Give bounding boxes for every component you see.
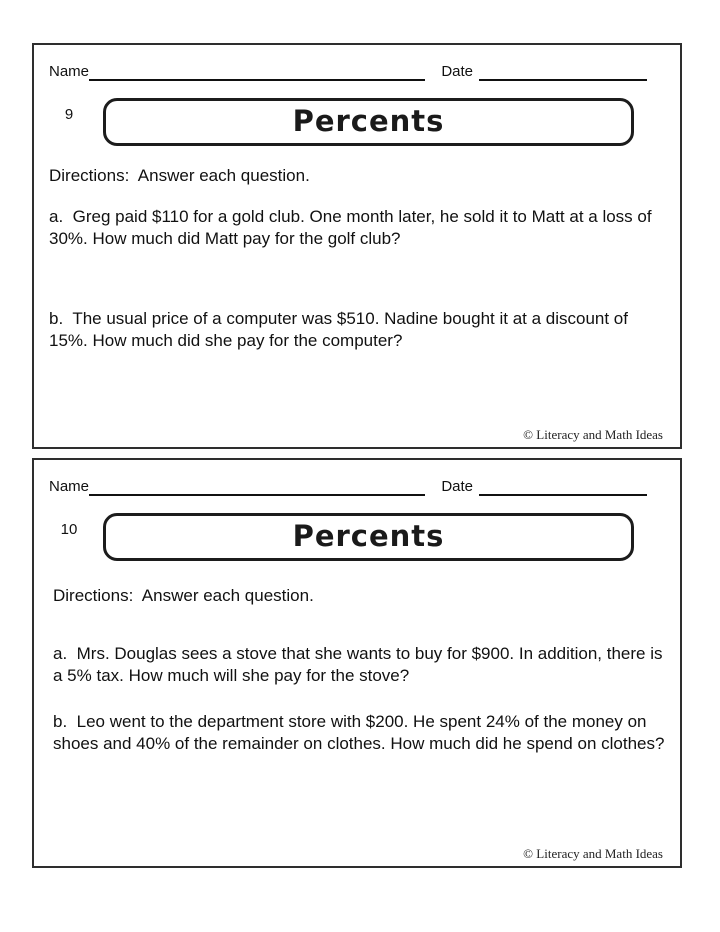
worksheet-title: Percents: [292, 518, 445, 553]
date-blank-line: [479, 478, 647, 496]
directions-text: Directions: Answer each question.: [49, 166, 310, 185]
name-date-row: [49, 478, 665, 496]
problem-b: b. Leo went to the department store with $200. He spent 24% of the money on shoes and 40% of the remainder on clothes. How much did he spend on clothes?: [53, 712, 665, 753]
name-label: Name: [49, 478, 90, 495]
worksheet-card-9: [32, 43, 682, 449]
worksheet-number: 10: [60, 521, 78, 538]
worksheet-header: [49, 513, 665, 561]
title-box: [103, 513, 634, 561]
problem-b: b. The usual price of a computer was $510. Nadine bought it at a discount of 15%. How much did she pay for the computer?: [49, 309, 633, 350]
name-label: Name: [49, 63, 90, 80]
copyright-text: © Literacy and Math Ideas: [523, 427, 663, 442]
problem-a: a. Greg paid $110 for a gold club. One month later, he sold it to Matt at a loss of 30%. How much did Matt pay for the golf club?: [49, 207, 657, 248]
date-label: Date: [441, 63, 473, 80]
directions-text: Directions: Answer each question.: [53, 586, 314, 605]
title-box: [103, 98, 634, 146]
name-date-row: [49, 63, 665, 81]
copyright-text: © Literacy and Math Ideas: [523, 846, 663, 861]
date-label: Date: [441, 478, 473, 495]
date-blank-line: [479, 63, 647, 81]
worksheet-title: Percents: [292, 103, 445, 138]
worksheet-number: 9: [64, 106, 74, 123]
name-blank-line: [89, 478, 425, 496]
worksheet-card-10: [32, 458, 682, 868]
worksheet-header: [49, 98, 665, 146]
problem-a: a. Mrs. Douglas sees a stove that she wants to buy for $900. In addition, there is a 5% tax. How much will she pay for the stove?: [53, 644, 668, 685]
name-blank-line: [89, 63, 425, 81]
